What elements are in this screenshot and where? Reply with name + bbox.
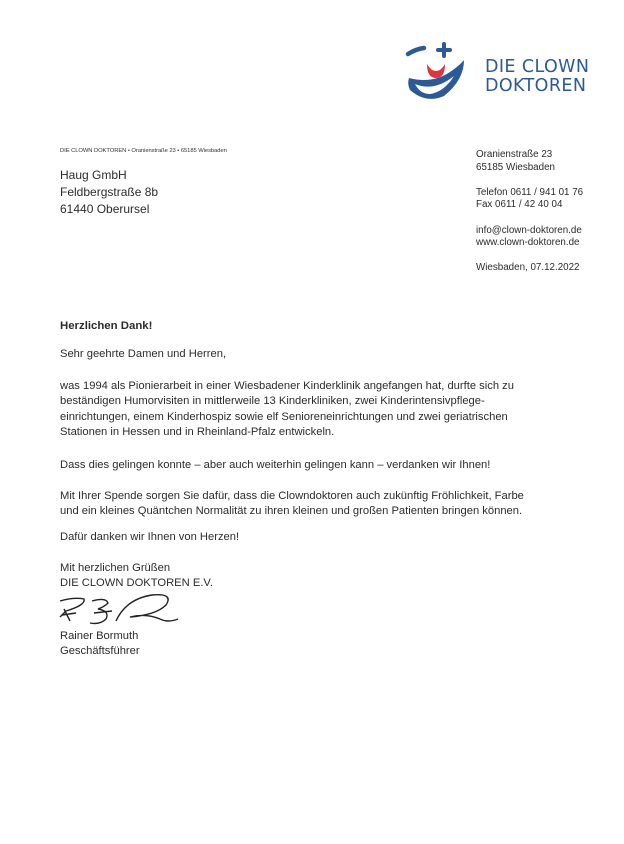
paragraph-donation [60,489,620,520]
signature-icon [56,591,186,627]
letter-date: Wiesbaden, 07.12.2022 [476,262,580,274]
signer-block [60,629,620,660]
paragraph-gratitude [60,530,620,545]
logo-line1: DIE CLOWN [485,57,590,77]
contact-fax: Fax 0611 / 42 40 04 [476,199,563,211]
recipient-name: Haug GmbH [60,168,127,182]
letter-subject: Herzlichen Dank! [60,320,153,332]
logo-smile-stroke [408,60,464,99]
logo-star-icon [438,44,450,56]
contact-city: 65185 Wiesbaden [476,161,555,173]
contact-block [476,149,583,275]
closing-block [60,561,620,592]
paragraph-history [60,379,620,441]
paragraph-thanks [60,458,620,473]
paragraph-line: Stationen in Hessen und in Rheinland-Pfalz entwickeln. [60,426,335,439]
closing-organization: DIE CLOWN DOKTOREN E.V. [60,577,213,590]
paragraph-line: was 1994 als Pionierarbeit in einer Wiesbadener Kinderklinik angefangen hat, durfte sich zu [60,380,514,392]
signer-name: Rainer Bormuth [60,630,139,642]
contact-email: info@clown-doktoren.de [476,224,582,236]
logo-wordmark [485,58,589,96]
recipient-address [60,167,158,218]
paragraph-line: einrichtungen, einem Kinderhospiz sowie elf Senioreneinrichtungen und zwei geriatrischen [60,410,508,423]
salutation [60,347,620,362]
logo-eyebrow-stroke [408,48,424,54]
closing-text: Mit herzlichen Grüßen [60,562,171,574]
clown-logo-icon [404,40,478,104]
contact-web: www.clown-doktoren.de [476,237,580,249]
salutation-text: Sehr geehrte Damen und Herren, [60,348,227,360]
recipient-street: Feldbergstraße 8b [60,185,159,199]
contact-street: Oranienstraße 23 [476,149,553,160]
logo-line2: DOKTOREN [485,76,587,96]
recipient-city: 61440 Oberursel [60,202,150,216]
contact-phone: Telefon 0611 / 941 01 76 [476,186,584,198]
logo-nose [427,64,445,78]
paragraph-line: beständigen Humorvisiten in mittlerweile 13 Kinderkliniken, zwei Kinderintensivpflege- [60,395,485,408]
paragraph-line: und ein kleines Quäntchen Normalität zu ihren kleinen und großen Patienten bringen können. [60,505,523,518]
paragraph-line: Mit Ihrer Spende sorgen Sie dafür, dass die Clowndoktoren auch zukünftig Fröhlichkeit, Farbe [60,490,524,502]
paragraph-line: Dafür danken wir Ihnen von Herzen! [60,531,240,543]
paragraph-line: Dass dies gelingen konnte – aber auch weiterhin gelingen kann – verdanken wir Ihnen! [60,459,491,471]
signer-title: Geschäftsführer [60,645,140,658]
sender-return-address: DIE CLOWN DOKTOREN • Oranienstraße 23 • 65185 Wiesbaden [60,148,227,154]
